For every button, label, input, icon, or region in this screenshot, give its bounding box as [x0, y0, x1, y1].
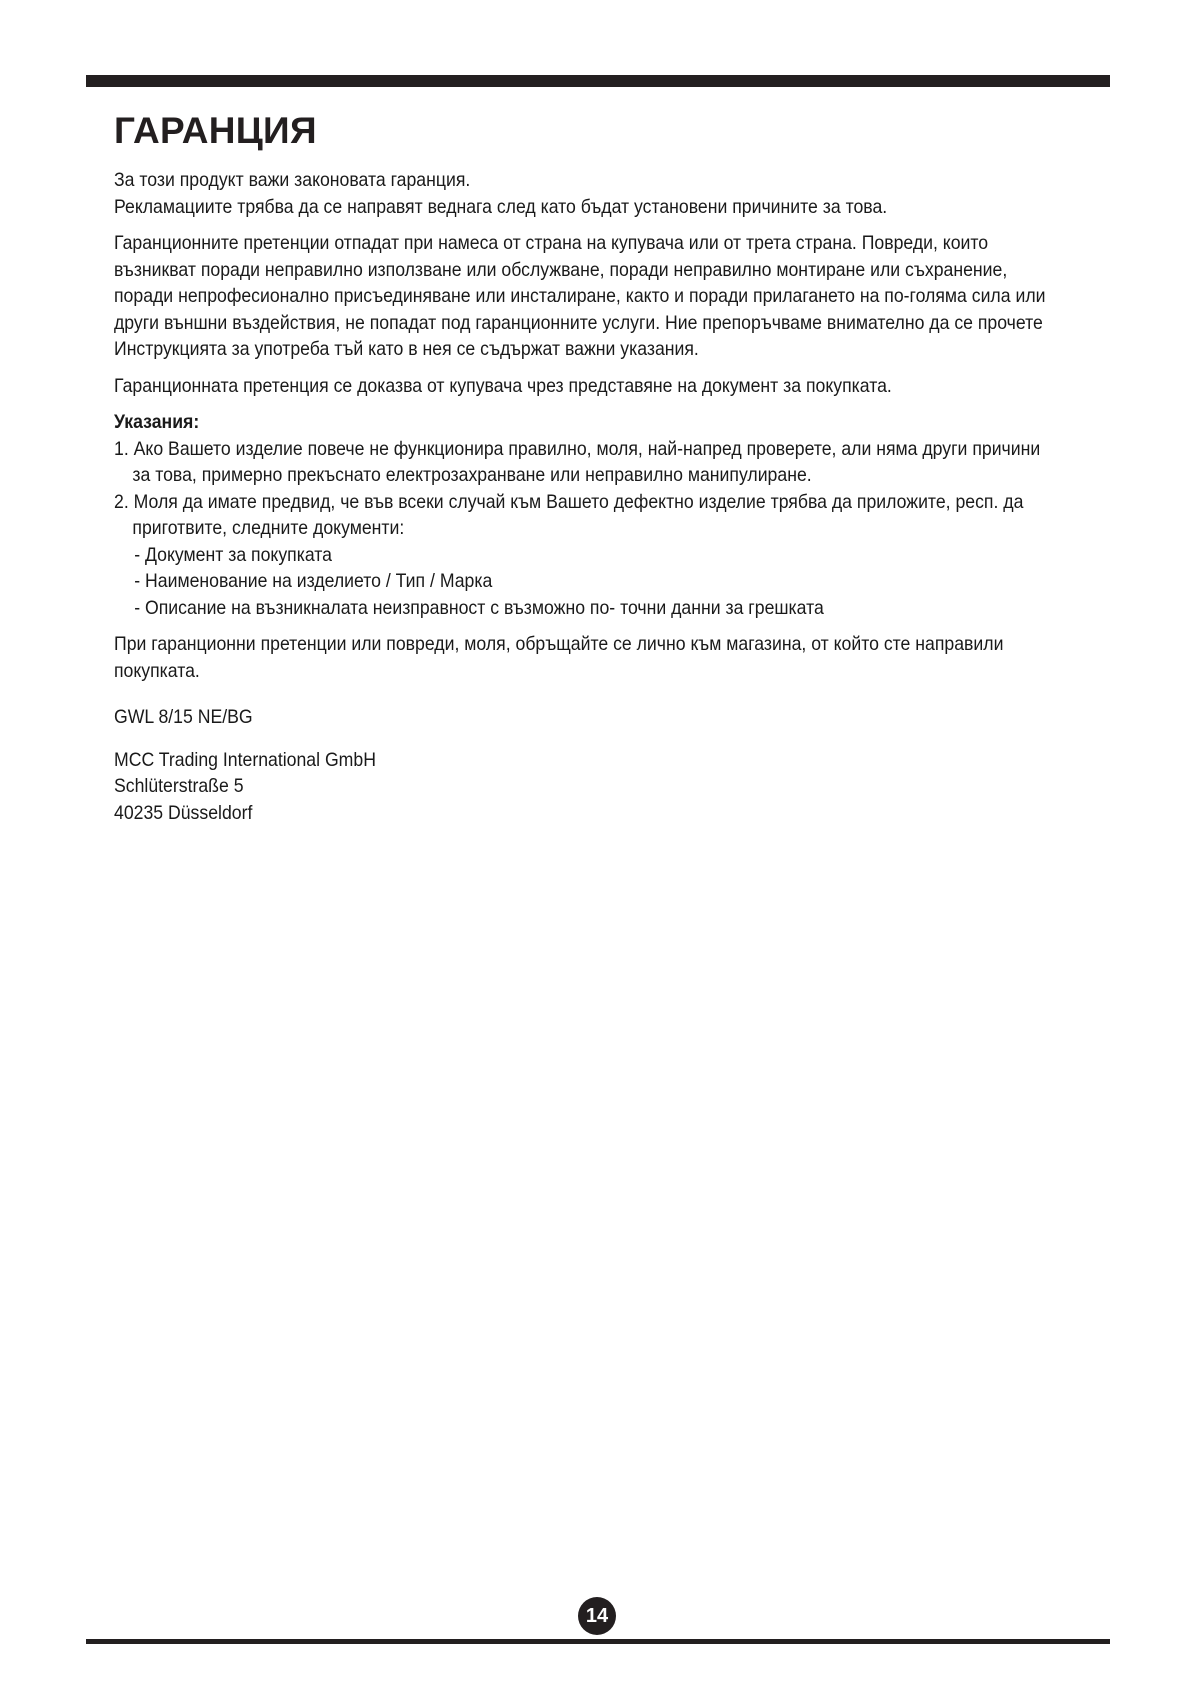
documents-list: [132, 543, 1089, 623]
header-rule: [86, 75, 1110, 87]
notes-item-line: за това, примерно прекъснато електрозахранване или неправилно манипулиране.: [132, 465, 812, 486]
notes-item-line: приготвите, следните документи:: [132, 518, 405, 539]
warranty-section: [114, 110, 1089, 827]
company-city: 40235 Düsseldorf: [114, 802, 253, 824]
notes-item-line: 2. Моля да имате предвид, че във всеки случай към Вашето дефектно изделие трябва да приложите, респ. да: [114, 491, 1024, 513]
exclusions-line: други външни въздействия, не попадат под гаранционните услуги. Ние препоръчваме внимателно да се прочете: [114, 312, 1043, 334]
intro-line: За този продукт важи законовата гаранция.: [114, 170, 471, 191]
document-item: - Наименование на изделието / Тип / Марка: [134, 571, 493, 592]
company-address: [114, 748, 1089, 828]
contact-line: При гаранционни претенции или повреди, моля, обръщайте се лично към магазина, от който сте направили: [114, 634, 1004, 655]
exclusions-line: възникват поради неправилно използване или обслужване, поради неправилно монтиране или съхранение,: [114, 259, 1008, 281]
intro-paragraph: [114, 168, 1089, 221]
contact-line: покупката.: [114, 660, 200, 682]
notes-list: [114, 437, 1089, 623]
exclusions-paragraph: [114, 231, 1089, 364]
document-item: - Документ за покупката: [134, 544, 332, 566]
document-item: - Описание на възникналата неизправност с възможно по- точни данни за грешката: [134, 597, 824, 619]
footer-rule: [86, 1639, 1110, 1644]
notes-item: [114, 490, 1089, 623]
company-name: MCC Trading International GmbH: [114, 749, 376, 771]
company-street: Schlüterstraße 5: [114, 776, 244, 797]
proof-paragraph: Гаранционната претенция се доказва от купувача чрез представяне на документ за покупката.: [114, 375, 892, 397]
intro-line: Рекламациите трябва да се направят веднага след като бъдат установени причините за това.: [114, 196, 888, 218]
exclusions-line: Инструкцията за употреба тъй като в нея се съдържат важни указания.: [114, 339, 699, 360]
model-code: GWL 8/15 NE/BG: [114, 707, 253, 728]
warranty-body: [114, 168, 1089, 827]
notes-item: [114, 437, 1089, 490]
notes-heading: Указания:: [114, 412, 200, 433]
exclusions-line: Гаранционните претенции отпадат при намеса от страна на купувача или от трета страна. Повреди, които: [114, 233, 989, 254]
contact-paragraph: [114, 632, 1089, 685]
page-title: ГАРАНЦИЯ: [114, 110, 317, 151]
page-number-badge: 14: [578, 1597, 616, 1635]
notes-item-line: 1. Ако Вашето изделие повече не функционира правилно, моля, най-напред проверете, али няма други причини: [114, 438, 1041, 460]
exclusions-line: поради непрофесионално присъединяване или инсталиране, както и поради прилагането на по-голяма сила или: [114, 286, 1046, 307]
